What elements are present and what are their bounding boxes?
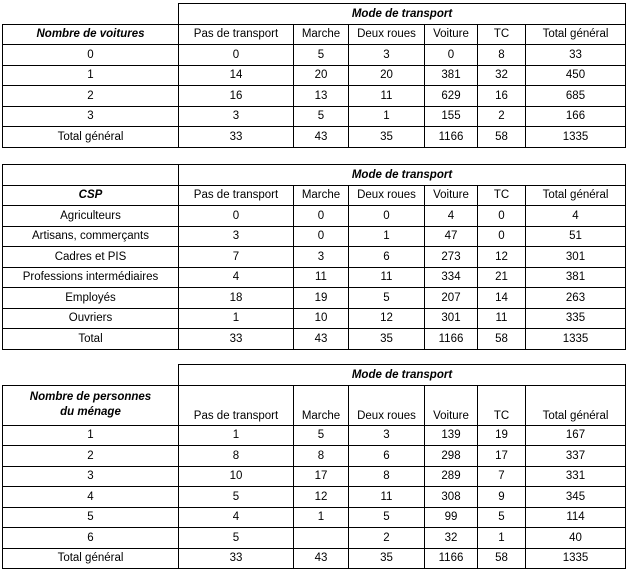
cell: 167 bbox=[526, 425, 626, 446]
cell: 13 bbox=[294, 86, 349, 107]
cell: 273 bbox=[425, 247, 478, 268]
cell: 58 bbox=[478, 127, 526, 148]
table-personnes-menage bbox=[2, 364, 626, 569]
cell: 308 bbox=[425, 487, 478, 508]
col-header: Total général bbox=[526, 24, 626, 45]
cell: 0 bbox=[478, 226, 526, 247]
col-header: Voiture bbox=[425, 185, 478, 206]
cell: 381 bbox=[425, 65, 478, 86]
col-header: Deux roues bbox=[349, 24, 425, 45]
cell: 1 bbox=[478, 528, 526, 549]
row-label: 2 bbox=[3, 86, 179, 107]
row-label: Agriculteurs bbox=[3, 206, 179, 227]
table-row bbox=[3, 86, 626, 107]
cell: 5 bbox=[179, 487, 294, 508]
cell: 11 bbox=[478, 308, 526, 329]
row-label: 3 bbox=[3, 466, 179, 487]
col-header: TC bbox=[478, 185, 526, 206]
cell: 5 bbox=[294, 425, 349, 446]
col-header: Total général bbox=[526, 385, 626, 425]
row-label: Cadres et PIS bbox=[3, 247, 179, 268]
cell: 14 bbox=[478, 288, 526, 309]
col-header: Voiture bbox=[425, 385, 478, 425]
row-header: CSP bbox=[3, 185, 179, 206]
cell: 11 bbox=[349, 487, 425, 508]
cell: 6 bbox=[349, 247, 425, 268]
row-header-line1: Nombre de personnes bbox=[29, 391, 152, 403]
cell: 58 bbox=[478, 329, 526, 350]
row-label: Total bbox=[3, 329, 179, 350]
table-row bbox=[3, 226, 626, 247]
cell: 6 bbox=[349, 446, 425, 467]
cell: 5 bbox=[349, 288, 425, 309]
cell: 33 bbox=[179, 329, 294, 350]
cell: 0 bbox=[179, 206, 294, 227]
col-header: Marche bbox=[294, 185, 349, 206]
cell: 5 bbox=[478, 507, 526, 528]
empty-corner bbox=[3, 4, 179, 25]
row-label: 1 bbox=[3, 425, 179, 446]
cell: 2 bbox=[478, 106, 526, 127]
cell: 20 bbox=[294, 65, 349, 86]
cell: 3 bbox=[179, 226, 294, 247]
col-header: TC bbox=[478, 385, 526, 425]
cell: 4 bbox=[425, 206, 478, 227]
cell: 3 bbox=[349, 425, 425, 446]
cell: 40 bbox=[526, 528, 626, 549]
cell: 3 bbox=[294, 247, 349, 268]
cell: 331 bbox=[526, 466, 626, 487]
table-row bbox=[3, 267, 626, 288]
table-row bbox=[3, 425, 626, 446]
col-header: Deux roues bbox=[349, 385, 425, 425]
row-header-line2: du ménage bbox=[60, 406, 121, 418]
row-label: Total général bbox=[3, 127, 179, 148]
cell: 5 bbox=[294, 45, 349, 66]
cell: 16 bbox=[478, 86, 526, 107]
cell: 1335 bbox=[526, 329, 626, 350]
col-header: TC bbox=[478, 24, 526, 45]
col-header: Pas de transport bbox=[179, 385, 294, 425]
row-label: 2 bbox=[3, 446, 179, 467]
table-row bbox=[3, 528, 626, 549]
cell: 335 bbox=[526, 308, 626, 329]
cell: 0 bbox=[179, 45, 294, 66]
cell: 334 bbox=[425, 267, 478, 288]
table-nombre-voitures bbox=[2, 3, 626, 148]
table-row bbox=[3, 45, 626, 66]
cell: 1166 bbox=[425, 127, 478, 148]
cell: 14 bbox=[179, 65, 294, 86]
cell: 3 bbox=[179, 106, 294, 127]
cell: 9 bbox=[478, 487, 526, 508]
cell: 43 bbox=[294, 127, 349, 148]
cell: 1 bbox=[294, 507, 349, 528]
cell: 8 bbox=[294, 446, 349, 467]
table-row bbox=[3, 106, 626, 127]
mode-transport-header: Mode de transport bbox=[179, 4, 626, 25]
table-row-total bbox=[3, 127, 626, 148]
col-header: Marche bbox=[294, 24, 349, 45]
table-row-total bbox=[3, 548, 626, 569]
cell: 11 bbox=[349, 267, 425, 288]
col-header: Pas de transport bbox=[179, 24, 294, 45]
cell: 5 bbox=[294, 106, 349, 127]
col-header: Voiture bbox=[425, 24, 478, 45]
cell: 16 bbox=[179, 86, 294, 107]
cell: 51 bbox=[526, 226, 626, 247]
cell: 99 bbox=[425, 507, 478, 528]
cell: 35 bbox=[349, 127, 425, 148]
cell: 629 bbox=[425, 86, 478, 107]
cell: 0 bbox=[294, 226, 349, 247]
cell: 289 bbox=[425, 466, 478, 487]
cell: 4 bbox=[179, 267, 294, 288]
row-label: 6 bbox=[3, 528, 179, 549]
cell: 10 bbox=[294, 308, 349, 329]
table-row bbox=[3, 466, 626, 487]
row-label: Employés bbox=[3, 288, 179, 309]
cell: 20 bbox=[349, 65, 425, 86]
cell: 0 bbox=[478, 206, 526, 227]
cell: 166 bbox=[526, 106, 626, 127]
table-row bbox=[3, 507, 626, 528]
cell: 19 bbox=[478, 425, 526, 446]
col-header: Marche bbox=[294, 385, 349, 425]
cell: 301 bbox=[425, 308, 478, 329]
cell: 301 bbox=[526, 247, 626, 268]
cell: 7 bbox=[478, 466, 526, 487]
col-header: Deux roues bbox=[349, 185, 425, 206]
cell: 21 bbox=[478, 267, 526, 288]
cell: 19 bbox=[294, 288, 349, 309]
row-label: 3 bbox=[3, 106, 179, 127]
row-header bbox=[3, 385, 179, 425]
cell: 155 bbox=[425, 106, 478, 127]
row-label: 1 bbox=[3, 65, 179, 86]
table-row bbox=[3, 487, 626, 508]
cell: 12 bbox=[349, 308, 425, 329]
table-row bbox=[3, 446, 626, 467]
cell: 12 bbox=[294, 487, 349, 508]
cell: 10 bbox=[179, 466, 294, 487]
cell: 32 bbox=[478, 65, 526, 86]
cell: 1 bbox=[179, 425, 294, 446]
cell: 18 bbox=[179, 288, 294, 309]
cell: 3 bbox=[349, 45, 425, 66]
cell: 2 bbox=[349, 528, 425, 549]
mode-transport-header: Mode de transport bbox=[179, 365, 626, 386]
row-label: 5 bbox=[3, 507, 179, 528]
cell: 114 bbox=[526, 507, 626, 528]
table-row bbox=[3, 206, 626, 227]
cell: 58 bbox=[478, 548, 526, 569]
cell: 345 bbox=[526, 487, 626, 508]
cell: 11 bbox=[349, 86, 425, 107]
row-label: Professions intermédiaires bbox=[3, 267, 179, 288]
cell: 1166 bbox=[425, 329, 478, 350]
cell: 450 bbox=[526, 65, 626, 86]
cell: 12 bbox=[478, 247, 526, 268]
cell: 8 bbox=[478, 45, 526, 66]
cell: 298 bbox=[425, 446, 478, 467]
cell: 17 bbox=[294, 466, 349, 487]
cell: 0 bbox=[349, 206, 425, 227]
mode-transport-header: Mode de transport bbox=[179, 165, 626, 186]
empty-corner bbox=[3, 365, 179, 386]
cell: 17 bbox=[478, 446, 526, 467]
cell: 5 bbox=[179, 528, 294, 549]
table-row bbox=[3, 65, 626, 86]
cell: 263 bbox=[526, 288, 626, 309]
cell: 0 bbox=[425, 45, 478, 66]
cell: 33 bbox=[179, 127, 294, 148]
cell: 139 bbox=[425, 425, 478, 446]
table-row bbox=[3, 247, 626, 268]
cell: 35 bbox=[349, 548, 425, 569]
cell: 35 bbox=[349, 329, 425, 350]
cell: 5 bbox=[349, 507, 425, 528]
cell: 7 bbox=[179, 247, 294, 268]
table-row bbox=[3, 308, 626, 329]
cell: 1166 bbox=[425, 548, 478, 569]
row-label: Ouvriers bbox=[3, 308, 179, 329]
cell: 11 bbox=[294, 267, 349, 288]
row-label: Total général bbox=[3, 548, 179, 569]
empty-corner bbox=[3, 165, 179, 186]
cell: 207 bbox=[425, 288, 478, 309]
cell: 33 bbox=[526, 45, 626, 66]
row-header: Nombre de voitures bbox=[3, 24, 179, 45]
row-label: Artisans, commerçants bbox=[3, 226, 179, 247]
row-label: 4 bbox=[3, 487, 179, 508]
cell: 0 bbox=[294, 206, 349, 227]
cell: 43 bbox=[294, 329, 349, 350]
cell: 1 bbox=[349, 226, 425, 247]
cell: 1 bbox=[349, 106, 425, 127]
col-header: Total général bbox=[526, 185, 626, 206]
cell: 1335 bbox=[526, 548, 626, 569]
cell: 1 bbox=[179, 308, 294, 329]
cell: 4 bbox=[526, 206, 626, 227]
table-row bbox=[3, 288, 626, 309]
cell bbox=[294, 528, 349, 549]
col-header: Pas de transport bbox=[179, 185, 294, 206]
cell: 8 bbox=[349, 466, 425, 487]
cell: 8 bbox=[179, 446, 294, 467]
table-csp bbox=[2, 164, 626, 350]
cell: 381 bbox=[526, 267, 626, 288]
cell: 47 bbox=[425, 226, 478, 247]
row-label: 0 bbox=[3, 45, 179, 66]
cell: 43 bbox=[294, 548, 349, 569]
cell: 685 bbox=[526, 86, 626, 107]
cell: 337 bbox=[526, 446, 626, 467]
cell: 4 bbox=[179, 507, 294, 528]
cell: 33 bbox=[179, 548, 294, 569]
cell: 1335 bbox=[526, 127, 626, 148]
table-row-total bbox=[3, 329, 626, 350]
cell: 32 bbox=[425, 528, 478, 549]
